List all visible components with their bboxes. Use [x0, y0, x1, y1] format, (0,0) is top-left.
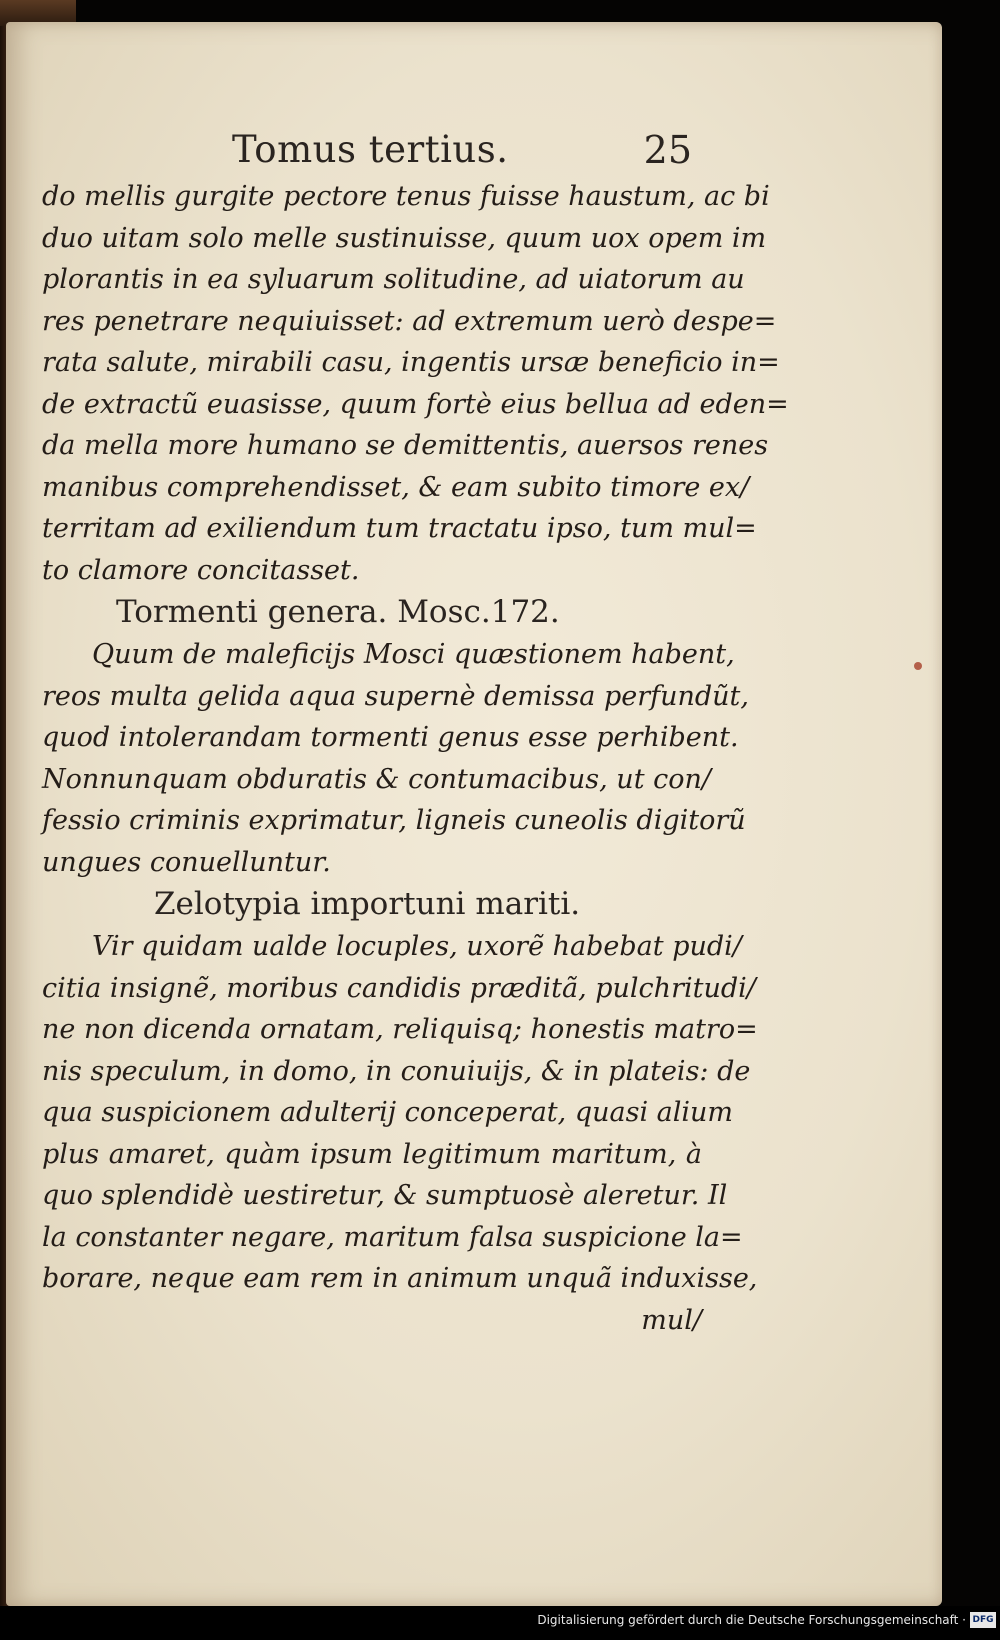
text-line: fessio criminis exprimatur, ligneis cuneolis digitorũ [42, 805, 746, 836]
text-line: borare, neque eam rem in animum unquã induxisse, [42, 1263, 758, 1294]
text-line: de extractũ euasisse, quum fortè eius bellua ad eden= [42, 388, 789, 420]
text-line: Nonnunquam obduratis & contumacibus, ut con/ [42, 763, 711, 795]
section-heading: Tormenti genera. Mosc.172. [116, 594, 560, 630]
text-line: reos multa gelida aqua supernè demissa perfundũt, [42, 680, 749, 712]
text-block [42, 176, 789, 1341]
text-line: da mella more humano se demittentis, auersos renes [42, 430, 769, 461]
text-line: ne non dicenda ornatam, reliquisq; honestis matro= [42, 1014, 758, 1045]
running-head: Tomus tertius. [232, 128, 509, 171]
text-line: quod intolerandam tormenti genus esse perhibent. [42, 722, 739, 753]
page-header [232, 128, 692, 178]
section-heading: Zelotypia importuni mariti. [154, 886, 581, 922]
text-line: to clamore concitasset. [42, 554, 360, 586]
text-line: do mellis gurgite pectore tenus fuisse haustum, ac bi [42, 181, 770, 212]
text-line: plorantis in ea syluarum solitudine, ad uiatorum au [42, 264, 745, 295]
dfg-logo-icon: DFG [970, 1612, 996, 1628]
text-line: duo uitam solo melle sustinuisse, quum uox opem im [42, 222, 767, 254]
text-line: Vir quidam ualde locuples, uxorẽ habebat pudi/ [92, 931, 742, 962]
text-line: rata salute, mirabili casu, ingentis ursæ beneficio in= [42, 347, 780, 378]
text-line: citia insignẽ, moribus candidis præditã, pulchritudi/ [42, 972, 756, 1004]
text-line: plus amaret, quàm ipsum legitimum maritum, à [42, 1138, 702, 1170]
text-line: qua suspicionem adulterij conceperat, quasi alium [42, 1097, 734, 1128]
text-line: nis speculum, in domo, in conuiuijs, & in plateis: de [42, 1055, 751, 1087]
digitization-credit: Digitalisierung gefördert durch die Deutsche Forschungsgemeinschaft · [537, 1613, 966, 1627]
text-line: quo splendidè uestiretur, & sumptuosè aleretur. Il [42, 1180, 728, 1211]
text-line: Quum de maleficijs Mosci quæstionem habent, [92, 639, 735, 670]
text-line: manibus comprehendisset, & eam subito timore ex/ [42, 471, 750, 503]
text-line: territam ad exiliendum tum tractatu ipso, tum mul= [42, 513, 757, 544]
catchword: mul/ [641, 1304, 702, 1336]
text-line: res penetrare nequiuisset: ad extremum uerò despe= [42, 305, 777, 337]
page-number: 25 [643, 128, 692, 172]
ink-stain [914, 662, 922, 670]
text-line: ungues conuelluntur. [42, 846, 331, 878]
text-line: la constanter negare, maritum falsa suspicione la= [42, 1221, 743, 1253]
